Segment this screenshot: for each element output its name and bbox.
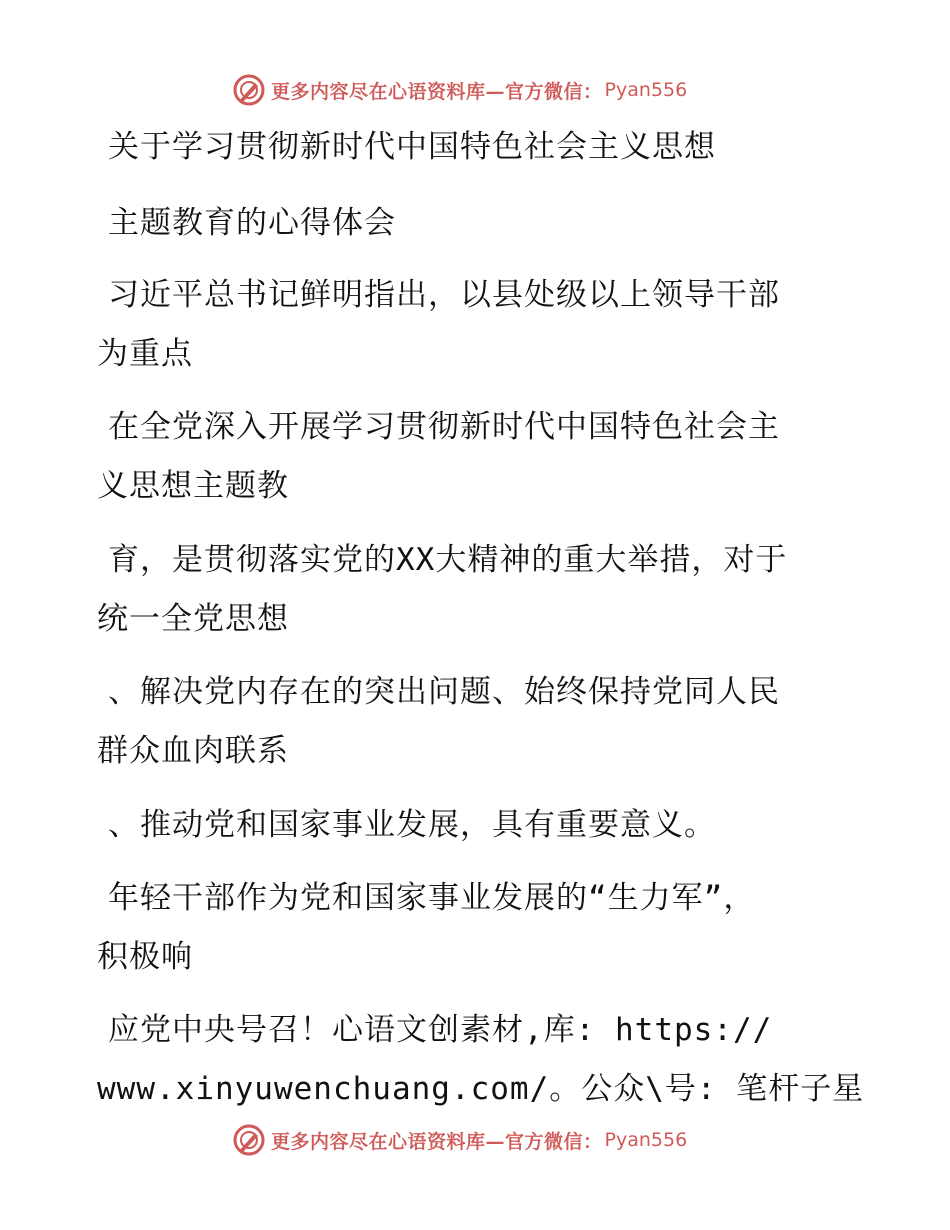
paragraph-line: 为重点 xyxy=(97,336,193,372)
watermark-wechat-id: Pyan556 xyxy=(604,1129,688,1151)
paragraph-line: 积极响 xyxy=(97,939,193,975)
watermark-wechat-id: Pyan556 xyxy=(604,79,688,101)
watermark-text: 更多内容尽在心语资料库—官方微信： xyxy=(271,1130,603,1153)
pen-logo-icon xyxy=(233,1124,265,1156)
paragraph-line: 义思想主题教 xyxy=(97,468,289,504)
paragraph-line: 习近平总书记鲜明指出，以县处级以上领导干部 xyxy=(108,277,780,313)
document-title-line-2: 主题教育的心得体会 xyxy=(108,205,396,241)
paragraph-line: 育，是贯彻落实党的XX大精神的重大举措，对于 xyxy=(108,542,788,578)
paragraph-line: 应党中央号召！心语文创素材,库: https:// xyxy=(108,1012,773,1048)
paragraph-line: 在全党深入开展学习贯彻新时代中国特色社会主 xyxy=(108,409,780,445)
paragraph-line: 、推动党和国家事业发展，具有重要意义。 xyxy=(108,807,716,843)
paragraph-line: 年轻干部作为党和国家事业发展的“生力军”， xyxy=(108,880,756,916)
header-watermark xyxy=(233,70,687,110)
document-title-line-1: 关于学习贯彻新时代中国特色社会主义思想 xyxy=(108,129,716,165)
paragraph-line: 统一全党思想 xyxy=(97,601,289,637)
paragraph-line: 群众血肉联系 xyxy=(97,733,289,769)
paragraph-line: 、解决党内存在的突出问题、始终保持党同人民 xyxy=(108,674,780,710)
pen-logo-icon xyxy=(233,74,265,106)
footer-watermark xyxy=(233,1120,687,1160)
paragraph-line: www.xinyuwenchuang.com/。公众\号: 笔杆子星 xyxy=(97,1071,865,1107)
watermark-text: 更多内容尽在心语资料库—官方微信： xyxy=(271,80,603,103)
